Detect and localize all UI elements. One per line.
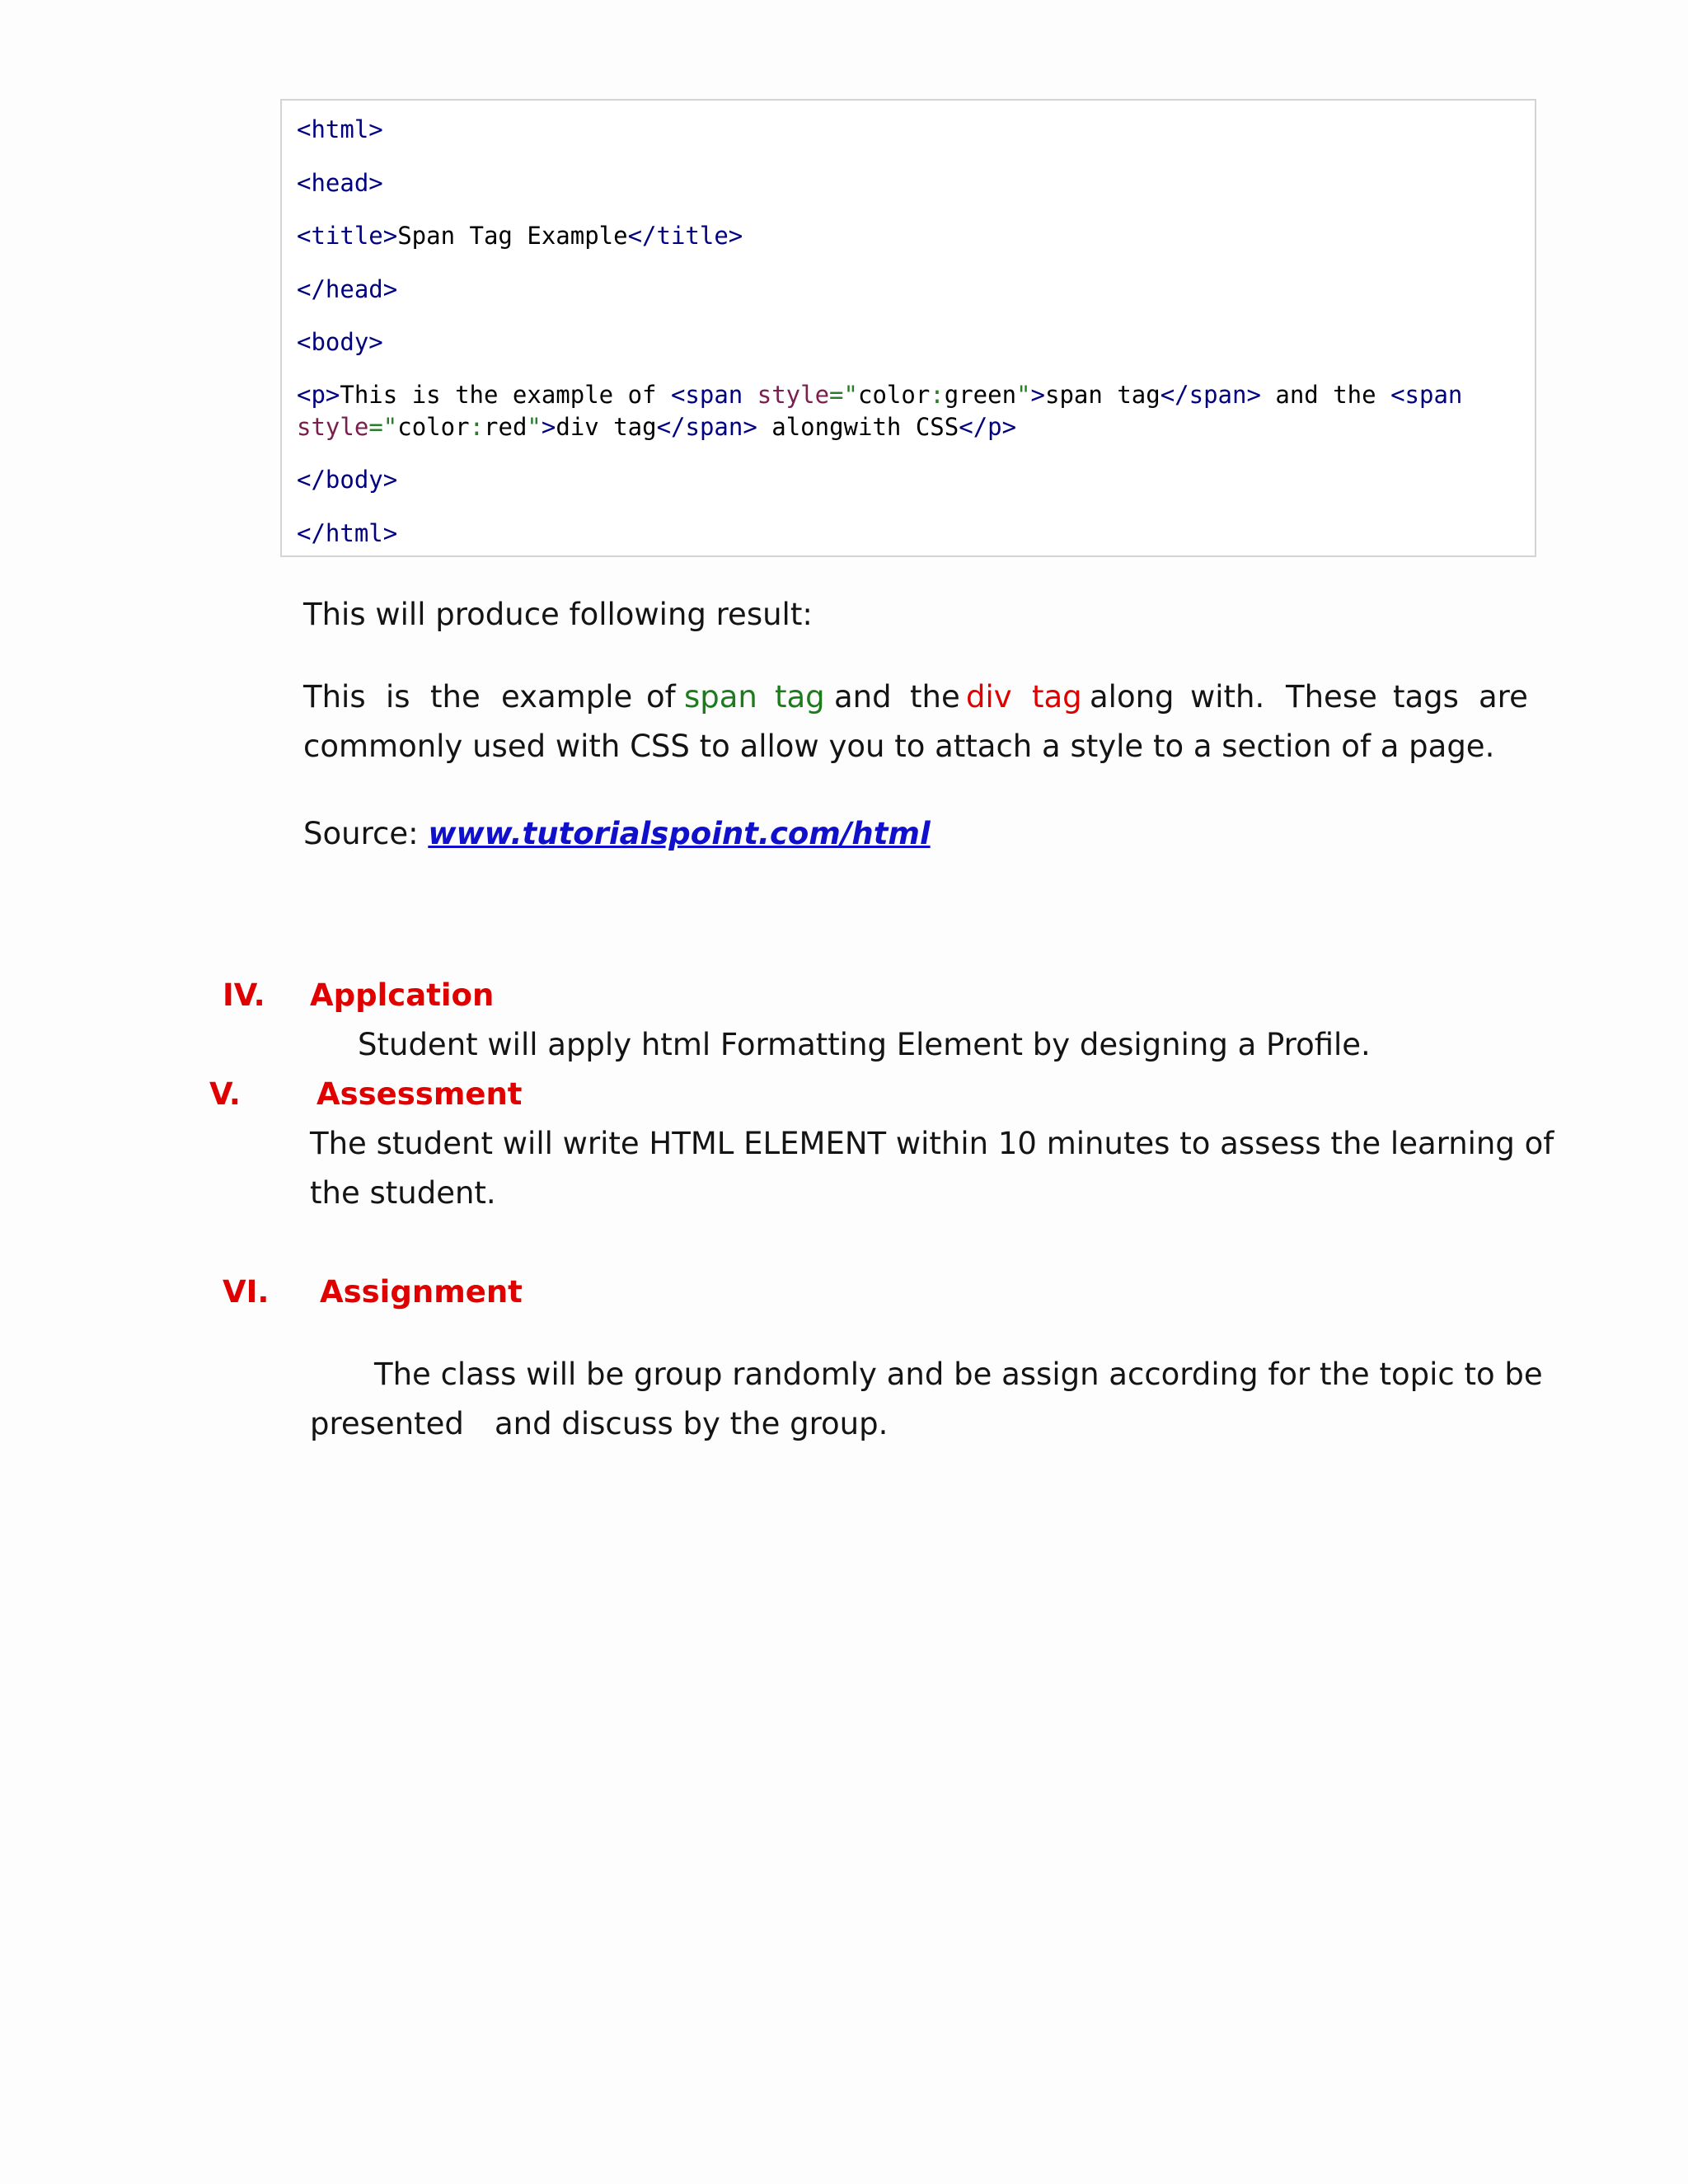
section-title-assignment: Assignment [320, 1274, 523, 1310]
document-page: <html> <head> <title>Span Tag Example</title> </head> <body> <p>This is the example of <span style="color:green">span tag</span> and the <span style="color:red">div tag</span> alongwith CSS</p> </body> </html> This will produce following result: This is the example of span tag and the div tag along with. These tags are commonly used with CSS to allow you to attach a style to a section of a page. Source: www.tutorialspoint.com/html IV. Applcation Student will apply html Formatting Element by designing a Profile. V. Assessment The student will write HTML ELEMENT within 10 minutes to assess the learning of the student. VI. Assignment The class will be group randomly and be assign according for the topic to be presented and discuss by the group. [0, 0, 1688, 2184]
section-body: the student. [310, 1175, 496, 1211]
section-number: V. [209, 1076, 241, 1112]
code-line: </html> [297, 519, 398, 547]
red-span-text: div [966, 679, 1012, 715]
code-line: <body> [297, 328, 383, 356]
section-body: The class will be group randomly and be assign according for the topic to be [374, 1357, 1543, 1392]
code-line: <p>This is the example of <span style="color:green">span tag</span> and the <span [297, 381, 1463, 409]
red-span-text: tag [1032, 679, 1082, 715]
section-body: and discuss by the group. [495, 1406, 889, 1441]
code-line: <title>Span Tag Example</title> [297, 222, 743, 250]
result-intro: This will produce following result: [303, 597, 813, 632]
code-line: <html> [297, 115, 383, 143]
section-body: presented [310, 1406, 464, 1441]
code-line: <head> [297, 169, 383, 197]
green-span-text: span [684, 679, 757, 715]
source-line [303, 809, 931, 859]
code-example-box [280, 99, 1536, 557]
source-label: Source: [303, 816, 429, 851]
green-span-text: tag [775, 679, 825, 715]
code-line: </head> [297, 275, 398, 303]
source-link[interactable]: www.tutorialspoint.com/html [428, 816, 931, 851]
section-number: IV. [223, 977, 265, 1013]
section-body: The student will write HTML ELEMENT within 10 minutes to assess the learning of [310, 1126, 1554, 1161]
section-number: VI. [223, 1274, 270, 1310]
section-title-application: Applcation [310, 977, 495, 1013]
code-line: style="color:red">div tag</span> alongwith CSS</p> [297, 413, 1017, 441]
section-title-assessment: Assessment [316, 1076, 523, 1112]
code-line: </body> [297, 466, 398, 494]
section-body: Student will apply html Formatting Element by designing a Profile. [358, 1027, 1371, 1062]
